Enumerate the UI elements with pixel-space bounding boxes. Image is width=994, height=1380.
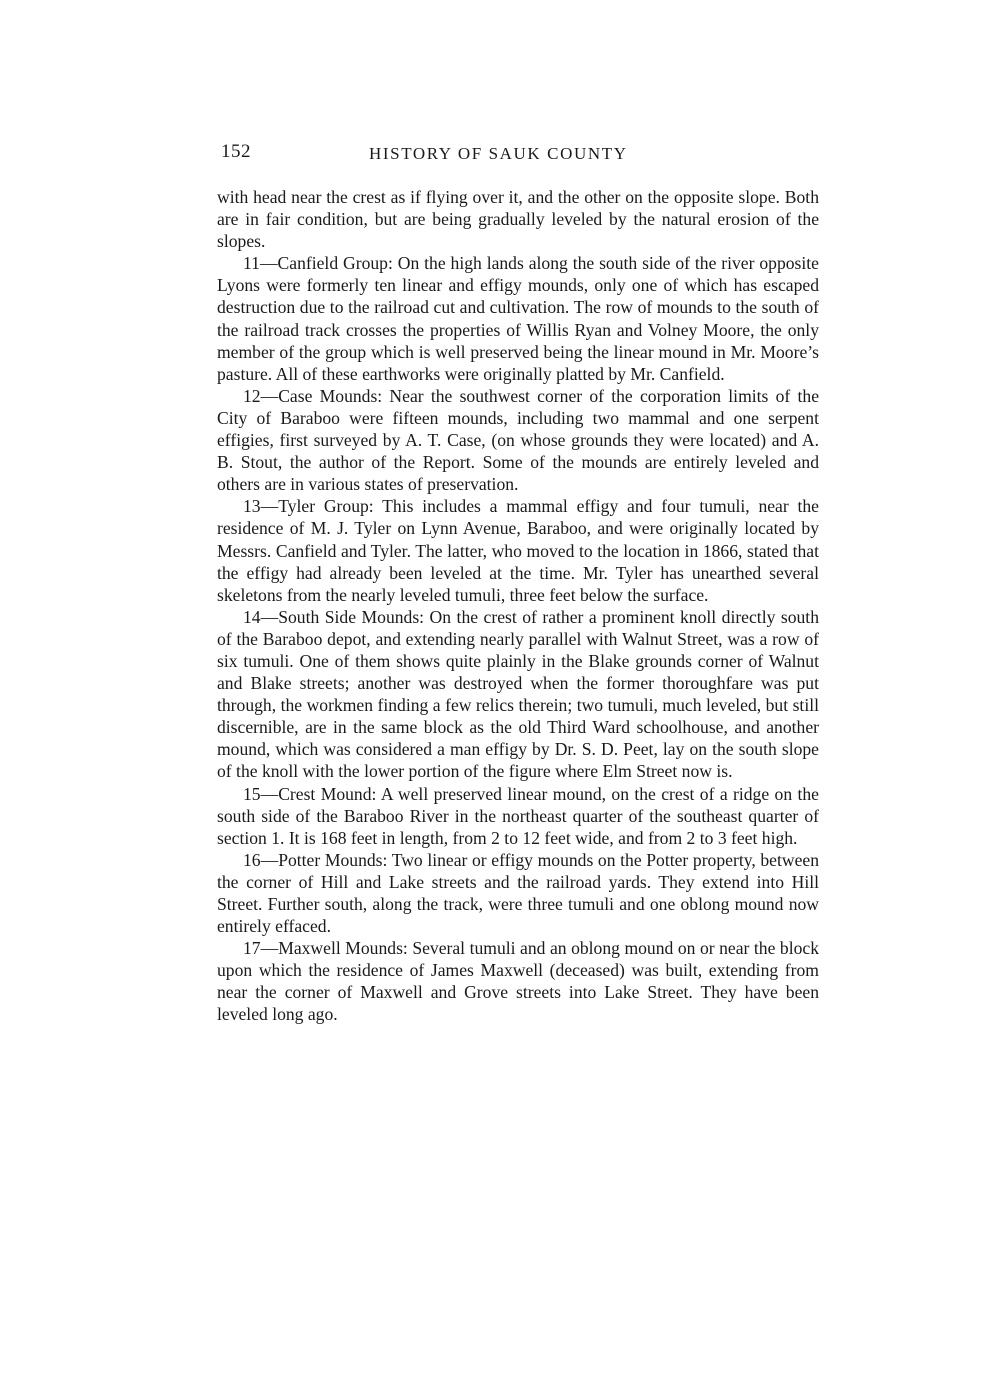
paragraph-maxwell-mounds: 17—Maxwell Mounds: Several tumuli and an oblong mound on or near the block upon which the residence of James Maxwell (deceased) was built, extending from near the corner of Maxwell and Grove streets into Lake Street. They have been leveled long ago. (217, 938, 819, 1025)
paragraph-continued: with head near the crest as if flying over it, and the other on the opposite slope. Both are in fair condition, but are being gradually leveled by the natural erosion of the slopes. (217, 187, 819, 252)
running-title: HISTORY OF SAUK COUNTY (369, 144, 628, 163)
paragraph-potter-mounds: 16—Potter Mounds: Two linear or effigy mounds on the Potter property, between the corner of Hill and Lake streets and the railroad yards. They extend into Hill Street. Further south, along the track, were three tumuli and one oblong mound now entirely effaced. (217, 849, 819, 937)
paragraph-crest-mound: 15—Crest Mound: A well preserved linear mound, on the crest of a ridge on the south side of the Baraboo River in the northeast quarter of the southeast quarter of section 1. It is 168 feet in length, from 2 to 12 feet wide, and from 2 to 3 feet high. (217, 783, 819, 848)
body-text (217, 186, 819, 1026)
paragraph-south-side-mounds: 14—South Side Mounds: On the crest of rather a prominent knoll directly south of the Baraboo depot, and extending nearly parallel with Walnut Street, was a row of six tumuli. One of them shows quite plainly in the Blake grounds corner of Walnut and Blake streets; another was destroyed when the former thoroughfare was put through, the workmen finding a few relics therein; two tumuli, much leveled, but still discernible, are in the same block as the old Third Ward schoolhouse, and another mound, which was considered a man effigy by Dr. S. D. Peet, lay on the south slope of the knoll with the lower portion of the figure where Elm Street now is. (217, 606, 819, 782)
paragraph-case-mounds: 12—Case Mounds: Near the southwest corner of the corporation limits of the City of Baraboo were fifteen mounds, including two mammal and one serpent effigies, first surveyed by A. T. Case, (on whose grounds they were located) and A. B. Stout, the author of the Report. Some of the mounds are entirely leveled and others are in various states of preservation. (217, 385, 819, 495)
page-header (221, 141, 817, 169)
paragraph-tyler-group: 13—Tyler Group: This includes a mammal effigy and four tumuli, near the residence of M. J. Tyler on Lynn Avenue, Baraboo, and were originally located by Messrs. Canfield and Tyler. The latter, who moved to the location in 1866, stated that the effigy had already been leveled at the time. Mr. Tyler has unearthed several skeletons from the nearly leveled tumuli, three feet below the surface. (217, 496, 819, 605)
paragraph-canfield-group: 11—Canfield Group: On the high lands along the south side of the river opposite Lyons were formerly ten linear and effigy mounds, only one of which has escaped destruction due to the railroad cut and cultivation. The row of mounds to the south of the railroad track crosses the properties of Willis Ryan and Volney Moore, the only member of the group which is well preserved being the linear mound in Mr. Moore’s pasture. All of these earthworks were originally platted by Mr. Canfield. (217, 253, 819, 384)
page-number: 152 (221, 141, 251, 162)
